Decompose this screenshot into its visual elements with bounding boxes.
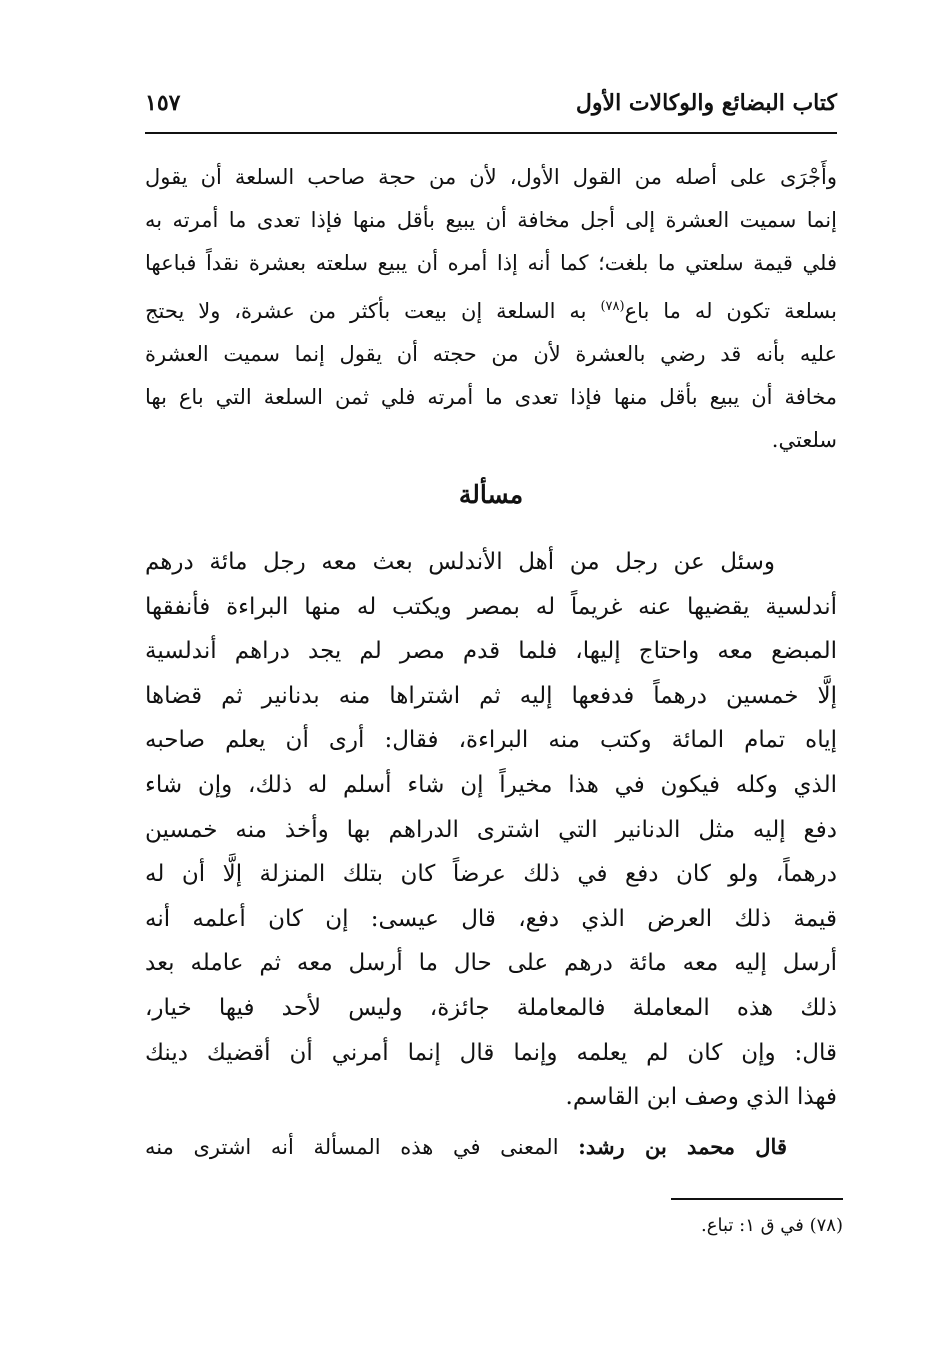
header-rule: [145, 132, 837, 134]
text-line: مخافة أن يبيع بأقل منها فإذا تعدى ما أمرته فلي ثمن السلعة التي باع بها: [145, 385, 837, 409]
text-line: دفع إليه مثل الدنانير التي اشترى الدراهم بها وأخذ منه خمسين: [145, 816, 837, 843]
text-line: قيمة ذلك العرض الذي دفع، قال عيسى: إن كان أعلمه أنه: [145, 905, 837, 932]
paragraph-2: [145, 540, 837, 1120]
text-line: [145, 1127, 837, 1167]
paragraph-3: [145, 1127, 837, 1167]
text-line: وأَجْرَى على أصله من القول الأول، لأن من حجة صاحب السلعة أن يقول: [145, 165, 837, 189]
text-line: أرسل إليه معه مائة درهم على حال ما أرسل معه ثم عامله بعد: [145, 950, 837, 977]
text-line-with-footnote-ref: [145, 285, 837, 333]
text-line: الذي وكله فيكون في هذا مخيراً إن شاء أسلم له ذلك، وإن شاء: [145, 771, 837, 798]
text-line: وسئل عن رجل من أهل الأندلس بعث معه رجل مائة درهم: [145, 549, 775, 575]
speaker-name: قال محمد بن رشد:: [578, 1134, 787, 1159]
paragraph-1: [145, 156, 837, 462]
text-line: فهذا الذي وصف ابن القاسم.: [565, 1084, 837, 1111]
text-line: إياه تمام المائة وكتب منه البراءة، فقال: أرى أن يعلم صاحبه: [145, 727, 837, 754]
text-line: أندلسية يقضيها عنه غريماً له بمصر ويكتب له منها البراءة فأنفقها: [145, 593, 837, 620]
text-fragment: بسلعة تكون له ما باع: [624, 299, 837, 323]
footnote-rule: [671, 1198, 843, 1200]
page-number: ١٥٧: [145, 90, 181, 116]
text-fragment: المعنى في هذه المسألة أنه اشترى منه: [145, 1135, 579, 1159]
text-line: فلي قيمة سلعتي ما بلغت؛ كما أنه إذا أمره أن يبيع سلعته بعشرة نقداً فباعها: [145, 251, 837, 275]
text-line: درهماً، ولو كان دفع في ذلك عرضاً كان بتلك المنزلة إلَّا أن له: [145, 861, 837, 888]
text-line: سلعتي.: [771, 428, 837, 452]
text-line: عليه بأنه قد رضي بالعشرة لأن من حجته أن يقول إنما سميت العشرة: [145, 342, 837, 366]
running-header: [145, 88, 837, 124]
footnote: (٧٨) في ق ١: تباع.: [701, 1215, 843, 1236]
section-heading: مسألة: [458, 480, 524, 509]
text-line: قال: وإن كان لم يعلمه وإنما قال إنما أمرني أن أقضيك دينك: [145, 1039, 837, 1066]
text-line: إلَّا خمسين درهماً فدفعها إليه ثم اشتراها منه بدنانير ثم قضاها: [145, 682, 837, 709]
footnote-reference: (٧٨): [600, 299, 625, 314]
text-fragment: به السلعة إن بيعت بأكثر من عشرة، ولا يحتج: [145, 299, 601, 323]
text-line: إنما سميت العشرة إلى أجل مخافة أن يبيع بأقل منها فإذا تعدى ما أمرته به: [145, 208, 837, 232]
running-title: كتاب البضائع والوكالات الأول: [575, 90, 837, 116]
text-line: المبضع معه واحتاج إليها، فلما قدم مصر لم يجد دراهم أندلسية: [145, 638, 837, 665]
text-line: ذلك هذه المعاملة فالمعاملة جائزة، وليس لأحد فيها خيار،: [145, 994, 837, 1021]
